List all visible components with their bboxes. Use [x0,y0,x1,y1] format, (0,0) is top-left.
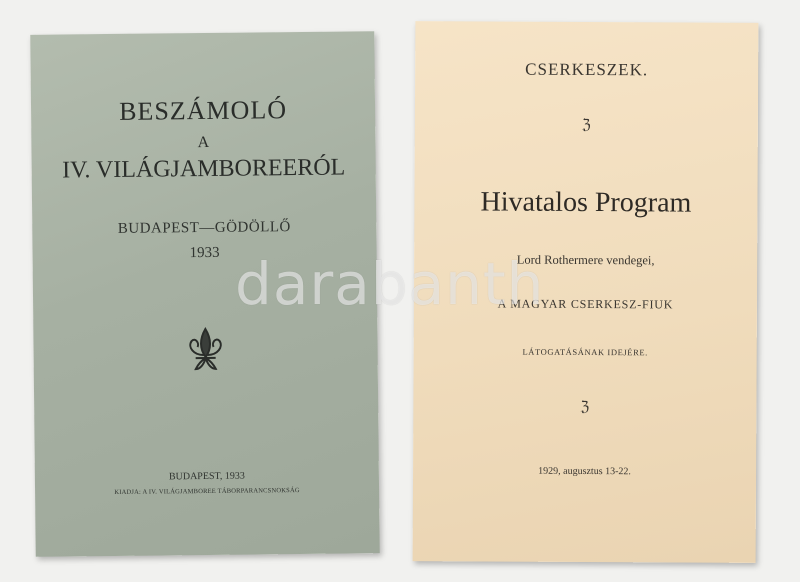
right-date: 1929, augusztus 13-22. [538,465,631,478]
left-subtitle-line1: BUDAPEST—GÖDÖLLŐ [117,219,291,237]
ornament-icon: ℨ [582,117,591,134]
left-booklet [30,31,379,557]
right-line2: A MAGYAR CSERKESZ-FIUK [497,296,674,312]
left-subtitle-line2: 1933 [189,244,220,262]
right-line3: LÁTOGATÁSÁNAK IDEJÉRE. [522,346,648,358]
watermark: darabanth [235,250,545,318]
right-heading: Hivatalos Program [480,186,692,219]
right-title: CSERKESZEK. [525,59,649,80]
left-footer-line1: BUDAPEST, 1933 [168,470,245,483]
right-booklet [413,21,759,563]
left-title-line3: IV. VILÁGJAMBOREERÓL [62,154,346,184]
left-title-line2: A [197,133,210,152]
left-title-line1: BESZÁMOLÓ [118,95,288,126]
right-line1: Lord Rothermere vendegei, [516,252,655,268]
left-footer-line2: KIADJA: A IV. VILÁGJAMBOREE TÁBORPARANCSNOKSÁG [114,487,300,496]
ornament-icon: ℨ [580,399,590,416]
fleur-de-lis-icon [33,323,378,377]
